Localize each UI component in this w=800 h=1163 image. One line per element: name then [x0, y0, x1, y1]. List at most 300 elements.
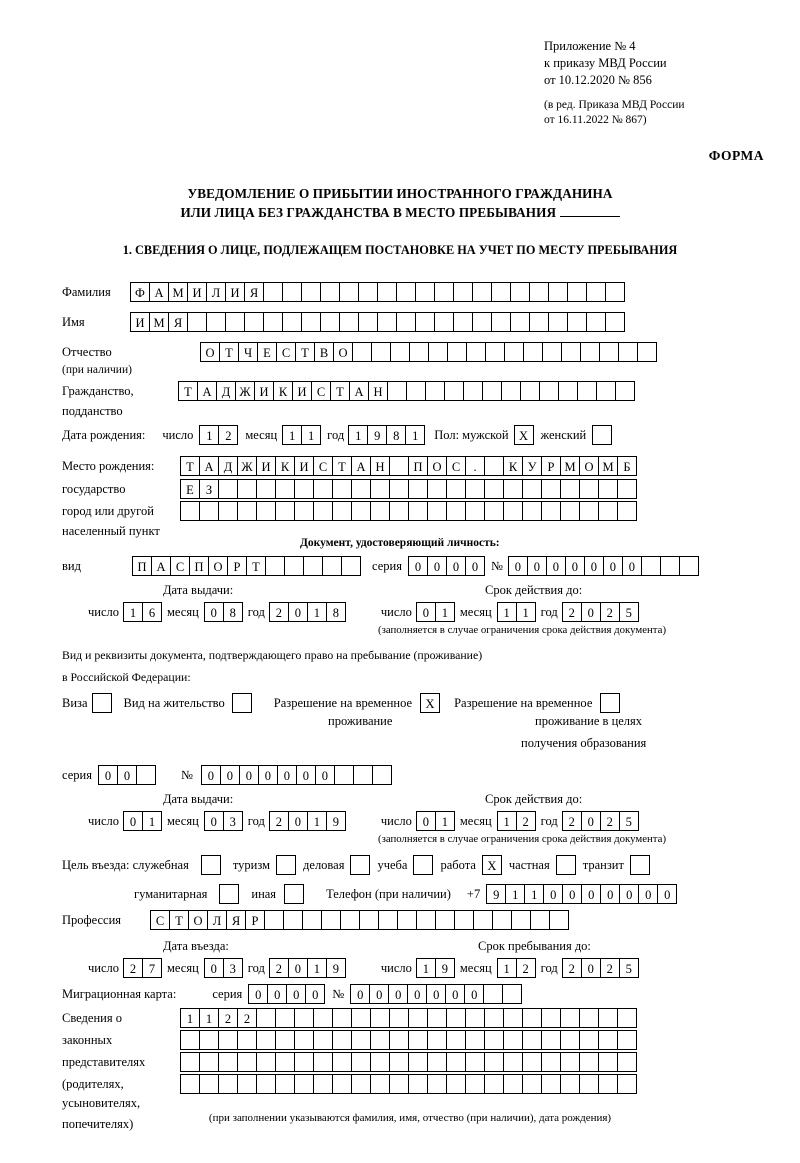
form-cell[interactable]: 0 [388, 984, 408, 1004]
form-cell[interactable]: 0 [201, 765, 221, 785]
form-cell[interactable] [427, 1052, 447, 1072]
form-cell[interactable] [434, 312, 454, 332]
form-cell[interactable]: У [522, 456, 542, 476]
form-cell[interactable] [237, 479, 257, 499]
form-cell[interactable] [465, 1030, 485, 1050]
form-cell[interactable] [294, 1052, 314, 1072]
form-cell[interactable] [523, 342, 543, 362]
form-cell[interactable]: 0 [350, 984, 370, 1004]
purpose-private-checkbox[interactable] [556, 855, 576, 875]
purpose-work-checkbox[interactable]: X [482, 855, 502, 875]
form-cell[interactable] [275, 1030, 295, 1050]
form-cell[interactable] [415, 312, 435, 332]
form-cell[interactable]: 3 [223, 958, 243, 978]
form-cell[interactable] [340, 910, 360, 930]
form-cell[interactable] [522, 1074, 542, 1094]
form-cell[interactable]: 0 [288, 958, 308, 978]
form-cell[interactable] [284, 556, 304, 576]
form-cell[interactable] [446, 1008, 466, 1028]
form-cell[interactable]: 0 [543, 884, 563, 904]
form-cell[interactable] [206, 312, 226, 332]
form-cell[interactable] [332, 1074, 352, 1094]
form-cell[interactable]: М [149, 312, 169, 332]
form-cell[interactable]: И [292, 381, 312, 401]
stay-issue-month-input[interactable] [204, 811, 242, 831]
form-cell[interactable] [510, 312, 530, 332]
form-cell[interactable] [275, 1008, 295, 1028]
form-cell[interactable] [586, 312, 606, 332]
form-cell[interactable]: И [294, 456, 314, 476]
doc-valid-month-input[interactable] [497, 602, 535, 622]
form-cell[interactable]: 1 [180, 1008, 200, 1028]
entry-year-input[interactable] [269, 958, 345, 978]
form-cell[interactable]: 0 [584, 556, 604, 576]
phone-input[interactable] [486, 884, 676, 904]
form-cell[interactable] [617, 501, 637, 521]
form-cell[interactable] [485, 342, 505, 362]
form-cell[interactable] [425, 381, 445, 401]
patronymic-input[interactable] [200, 342, 656, 362]
form-cell[interactable] [472, 282, 492, 302]
form-cell[interactable] [263, 282, 283, 302]
form-cell[interactable]: 2 [218, 1008, 238, 1028]
stay-until-month-input[interactable] [497, 958, 535, 978]
form-cell[interactable] [408, 1008, 428, 1028]
form-cell[interactable] [542, 342, 562, 362]
form-cell[interactable] [491, 312, 511, 332]
form-cell[interactable]: 0 [581, 602, 601, 622]
form-cell[interactable] [615, 381, 635, 401]
form-cell[interactable]: 0 [369, 984, 389, 1004]
form-cell[interactable] [136, 765, 156, 785]
form-cell[interactable] [427, 1008, 447, 1028]
form-cell[interactable] [491, 282, 511, 302]
form-cell[interactable] [237, 501, 257, 521]
residence-permit-checkbox[interactable] [232, 693, 252, 713]
form-cell[interactable] [503, 1074, 523, 1094]
form-cell[interactable] [199, 1030, 219, 1050]
form-cell[interactable] [351, 1008, 371, 1028]
form-cell[interactable] [256, 479, 276, 499]
form-cell[interactable]: О [200, 342, 220, 362]
form-cell[interactable] [275, 479, 295, 499]
form-cell[interactable] [390, 342, 410, 362]
form-cell[interactable] [389, 1030, 409, 1050]
form-cell[interactable] [484, 456, 504, 476]
form-cell[interactable] [370, 1008, 390, 1028]
form-cell[interactable]: 0 [565, 556, 585, 576]
form-cell[interactable] [256, 1008, 276, 1028]
form-cell[interactable]: 1 [505, 884, 525, 904]
form-cell[interactable] [180, 1052, 200, 1072]
form-cell[interactable] [303, 556, 323, 576]
form-cell[interactable] [256, 1030, 276, 1050]
form-cell[interactable] [313, 501, 333, 521]
sex-male-checkbox[interactable]: X [514, 425, 534, 445]
form-cell[interactable]: О [427, 456, 447, 476]
form-cell[interactable]: Ж [235, 381, 255, 401]
edu-residence-checkbox[interactable] [600, 693, 620, 713]
form-cell[interactable]: 0 [296, 765, 316, 785]
doc-issue-day-input[interactable] [123, 602, 161, 622]
form-cell[interactable] [313, 1074, 333, 1094]
form-cell[interactable] [579, 1052, 599, 1072]
form-cell[interactable] [294, 501, 314, 521]
form-cell[interactable] [522, 1052, 542, 1072]
representatives-row-3[interactable] [180, 1052, 636, 1072]
form-cell[interactable]: 0 [464, 984, 484, 1004]
form-cell[interactable] [294, 479, 314, 499]
form-cell[interactable] [492, 910, 512, 930]
form-cell[interactable]: Т [295, 342, 315, 362]
form-cell[interactable]: А [149, 282, 169, 302]
form-cell[interactable]: К [275, 456, 295, 476]
form-cell[interactable] [428, 342, 448, 362]
form-cell[interactable] [522, 1030, 542, 1050]
form-cell[interactable] [256, 1074, 276, 1094]
doc-valid-year-input[interactable] [562, 602, 638, 622]
form-cell[interactable] [218, 1052, 238, 1072]
form-cell[interactable] [218, 501, 238, 521]
form-cell[interactable] [529, 282, 549, 302]
name-input[interactable] [130, 312, 624, 332]
form-cell[interactable] [408, 479, 428, 499]
form-cell[interactable] [503, 479, 523, 499]
form-cell[interactable] [617, 1074, 637, 1094]
birth-month-input[interactable] [282, 425, 320, 445]
form-cell[interactable] [520, 381, 540, 401]
form-cell[interactable] [409, 342, 429, 362]
form-cell[interactable]: П [189, 556, 209, 576]
form-cell[interactable] [427, 1030, 447, 1050]
form-cell[interactable] [539, 381, 559, 401]
form-cell[interactable] [351, 501, 371, 521]
form-cell[interactable]: 2 [123, 958, 143, 978]
form-cell[interactable]: Т [180, 456, 200, 476]
form-cell[interactable] [370, 501, 390, 521]
form-cell[interactable] [378, 910, 398, 930]
form-cell[interactable]: В [314, 342, 334, 362]
form-cell[interactable] [465, 1052, 485, 1072]
form-cell[interactable]: О [208, 556, 228, 576]
form-cell[interactable]: 1 [307, 811, 327, 831]
form-cell[interactable] [548, 282, 568, 302]
form-cell[interactable]: 0 [416, 811, 436, 831]
form-cell[interactable]: 1 [497, 958, 517, 978]
form-cell[interactable] [370, 1052, 390, 1072]
form-cell[interactable]: Т [246, 556, 266, 576]
form-cell[interactable] [560, 479, 580, 499]
form-cell[interactable]: Т [178, 381, 198, 401]
sex-female-checkbox[interactable] [592, 425, 612, 445]
form-cell[interactable]: Я [244, 282, 264, 302]
form-cell[interactable] [396, 282, 416, 302]
form-cell[interactable] [321, 910, 341, 930]
form-cell[interactable] [567, 312, 587, 332]
form-cell[interactable]: 0 [638, 884, 658, 904]
form-cell[interactable]: С [150, 910, 170, 930]
form-cell[interactable] [427, 501, 447, 521]
form-cell[interactable] [339, 312, 359, 332]
form-cell[interactable] [237, 1030, 257, 1050]
surname-input[interactable] [130, 282, 624, 302]
form-cell[interactable] [541, 479, 561, 499]
form-cell[interactable]: 2 [600, 602, 620, 622]
form-cell[interactable]: 1 [123, 602, 143, 622]
form-cell[interactable]: 0 [427, 556, 447, 576]
form-cell[interactable]: С [446, 456, 466, 476]
form-cell[interactable] [579, 1074, 599, 1094]
form-cell[interactable] [313, 479, 333, 499]
form-cell[interactable]: Р [541, 456, 561, 476]
form-cell[interactable] [332, 1030, 352, 1050]
form-cell[interactable] [502, 984, 522, 1004]
form-cell[interactable]: 1 [199, 425, 219, 445]
birthplace-line-1[interactable] [180, 456, 636, 476]
form-cell[interactable]: А [151, 556, 171, 576]
form-cell[interactable]: Д [216, 381, 236, 401]
form-cell[interactable] [294, 1030, 314, 1050]
form-cell[interactable]: 9 [367, 425, 387, 445]
form-cell[interactable] [560, 1074, 580, 1094]
form-cell[interactable]: З [199, 479, 219, 499]
form-cell[interactable] [446, 1052, 466, 1072]
form-cell[interactable] [465, 1008, 485, 1028]
form-cell[interactable] [465, 479, 485, 499]
form-cell[interactable]: 0 [277, 765, 297, 785]
form-cell[interactable]: 2 [562, 958, 582, 978]
form-cell[interactable] [598, 1030, 618, 1050]
form-cell[interactable] [501, 381, 521, 401]
form-cell[interactable] [560, 501, 580, 521]
citizenship-input[interactable] [178, 381, 634, 401]
form-cell[interactable]: Б [617, 456, 637, 476]
form-cell[interactable]: Я [168, 312, 188, 332]
purpose-business-checkbox[interactable] [350, 855, 370, 875]
doc-number-input[interactable] [508, 556, 698, 576]
form-cell[interactable]: 2 [269, 811, 289, 831]
form-cell[interactable] [511, 910, 531, 930]
form-cell[interactable] [294, 1008, 314, 1028]
form-cell[interactable] [265, 556, 285, 576]
form-cell[interactable]: 1 [405, 425, 425, 445]
stay-until-day-input[interactable] [416, 958, 454, 978]
form-cell[interactable]: 1 [142, 811, 162, 831]
form-cell[interactable]: 1 [435, 811, 455, 831]
birthplace-line-3[interactable] [180, 501, 636, 521]
form-cell[interactable]: 9 [326, 958, 346, 978]
form-cell[interactable]: 9 [486, 884, 506, 904]
form-cell[interactable] [598, 1052, 618, 1072]
form-cell[interactable]: 0 [465, 556, 485, 576]
form-cell[interactable]: 0 [527, 556, 547, 576]
doc-series-input[interactable] [408, 556, 484, 576]
form-cell[interactable] [483, 984, 503, 1004]
form-cell[interactable] [435, 910, 455, 930]
form-cell[interactable] [199, 1074, 219, 1094]
form-cell[interactable]: Н [368, 381, 388, 401]
form-cell[interactable]: 0 [248, 984, 268, 1004]
form-cell[interactable]: 0 [603, 556, 623, 576]
form-cell[interactable]: 1 [307, 602, 327, 622]
form-cell[interactable] [359, 910, 379, 930]
form-cell[interactable] [275, 1052, 295, 1072]
form-cell[interactable] [352, 342, 372, 362]
stay-valid-month-input[interactable] [497, 811, 535, 831]
form-cell[interactable] [579, 1008, 599, 1028]
form-cell[interactable]: О [333, 342, 353, 362]
form-cell[interactable] [641, 556, 661, 576]
form-cell[interactable] [187, 312, 207, 332]
form-cell[interactable]: 2 [516, 958, 536, 978]
form-cell[interactable] [679, 556, 699, 576]
form-cell[interactable]: 0 [581, 884, 601, 904]
form-cell[interactable]: 9 [435, 958, 455, 978]
visa-checkbox[interactable] [92, 693, 112, 713]
form-cell[interactable] [541, 1052, 561, 1072]
form-cell[interactable] [339, 282, 359, 302]
form-cell[interactable]: 5 [619, 811, 639, 831]
stay-valid-day-input[interactable] [416, 811, 454, 831]
form-cell[interactable]: А [199, 456, 219, 476]
form-cell[interactable] [180, 501, 200, 521]
form-cell[interactable] [397, 910, 417, 930]
form-cell[interactable]: С [170, 556, 190, 576]
form-cell[interactable] [180, 1074, 200, 1094]
form-cell[interactable]: Л [207, 910, 227, 930]
form-cell[interactable] [522, 1008, 542, 1028]
temp-residence-checkbox[interactable]: X [420, 693, 440, 713]
form-cell[interactable]: 5 [619, 602, 639, 622]
form-cell[interactable] [617, 1030, 637, 1050]
form-cell[interactable] [454, 910, 474, 930]
form-cell[interactable]: 0 [239, 765, 259, 785]
form-cell[interactable]: Ч [238, 342, 258, 362]
form-cell[interactable] [322, 556, 342, 576]
form-cell[interactable] [237, 1052, 257, 1072]
form-cell[interactable]: 0 [123, 811, 143, 831]
form-cell[interactable] [237, 1074, 257, 1094]
form-cell[interactable] [332, 479, 352, 499]
stay-number-input[interactable] [201, 765, 391, 785]
form-cell[interactable] [264, 910, 284, 930]
form-cell[interactable]: 1 [301, 425, 321, 445]
form-cell[interactable] [473, 910, 493, 930]
form-cell[interactable]: А [349, 381, 369, 401]
form-cell[interactable]: 8 [386, 425, 406, 445]
form-cell[interactable]: 0 [204, 811, 224, 831]
form-cell[interactable]: С [311, 381, 331, 401]
form-cell[interactable] [256, 1052, 276, 1072]
birthplace-line-2[interactable] [180, 479, 636, 499]
form-cell[interactable]: Т [169, 910, 189, 930]
form-cell[interactable] [530, 910, 550, 930]
form-cell[interactable] [389, 456, 409, 476]
form-cell[interactable]: А [351, 456, 371, 476]
form-cell[interactable] [370, 1074, 390, 1094]
form-cell[interactable] [427, 1074, 447, 1094]
form-cell[interactable]: К [273, 381, 293, 401]
form-cell[interactable]: П [132, 556, 152, 576]
form-cell[interactable] [408, 1052, 428, 1072]
form-cell[interactable]: 1 [416, 958, 436, 978]
form-cell[interactable] [605, 312, 625, 332]
form-cell[interactable]: К [503, 456, 523, 476]
form-cell[interactable] [541, 1074, 561, 1094]
form-cell[interactable]: 0 [546, 556, 566, 576]
form-cell[interactable] [598, 501, 618, 521]
form-cell[interactable] [549, 910, 569, 930]
form-cell[interactable]: 6 [142, 602, 162, 622]
form-cell[interactable]: 0 [619, 884, 639, 904]
purpose-transit-checkbox[interactable] [630, 855, 650, 875]
form-cell[interactable]: 1 [282, 425, 302, 445]
form-cell[interactable] [577, 381, 597, 401]
form-cell[interactable] [199, 1052, 219, 1072]
form-cell[interactable]: 2 [600, 811, 620, 831]
form-cell[interactable]: Д [218, 456, 238, 476]
form-cell[interactable] [605, 282, 625, 302]
form-cell[interactable]: 1 [497, 602, 517, 622]
form-cell[interactable] [453, 282, 473, 302]
form-cell[interactable] [377, 282, 397, 302]
form-cell[interactable] [408, 1030, 428, 1050]
form-cell[interactable] [617, 1052, 637, 1072]
form-cell[interactable]: М [560, 456, 580, 476]
form-cell[interactable]: 2 [600, 958, 620, 978]
form-cell[interactable] [484, 1030, 504, 1050]
form-cell[interactable] [567, 282, 587, 302]
form-cell[interactable] [503, 501, 523, 521]
form-cell[interactable] [313, 1008, 333, 1028]
form-cell[interactable] [358, 282, 378, 302]
form-cell[interactable] [598, 479, 618, 499]
form-cell[interactable]: И [187, 282, 207, 302]
form-cell[interactable] [408, 1074, 428, 1094]
form-cell[interactable] [598, 1008, 618, 1028]
form-cell[interactable] [313, 1030, 333, 1050]
form-cell[interactable]: М [598, 456, 618, 476]
form-cell[interactable]: С [313, 456, 333, 476]
form-cell[interactable]: 0 [117, 765, 137, 785]
form-cell[interactable]: 0 [562, 884, 582, 904]
form-cell[interactable] [389, 1052, 409, 1072]
representatives-row-2[interactable] [180, 1030, 636, 1050]
form-cell[interactable] [320, 282, 340, 302]
form-cell[interactable] [561, 342, 581, 362]
form-cell[interactable] [218, 1074, 238, 1094]
form-cell[interactable] [465, 1074, 485, 1094]
form-cell[interactable]: 8 [326, 602, 346, 622]
form-cell[interactable]: 2 [218, 425, 238, 445]
form-cell[interactable] [618, 342, 638, 362]
stay-series-input[interactable] [98, 765, 155, 785]
stay-issue-day-input[interactable] [123, 811, 161, 831]
form-cell[interactable] [586, 282, 606, 302]
birth-year-input[interactable] [348, 425, 424, 445]
form-cell[interactable] [427, 479, 447, 499]
purpose-humanitarian-checkbox[interactable] [219, 884, 239, 904]
form-cell[interactable]: Т [332, 456, 352, 476]
form-cell[interactable] [377, 312, 397, 332]
form-cell[interactable] [371, 342, 391, 362]
form-cell[interactable]: 0 [288, 811, 308, 831]
form-cell[interactable] [218, 479, 238, 499]
form-cell[interactable]: О [579, 456, 599, 476]
stay-valid-year-input[interactable] [562, 811, 638, 831]
form-cell[interactable] [447, 342, 467, 362]
form-cell[interactable] [351, 479, 371, 499]
